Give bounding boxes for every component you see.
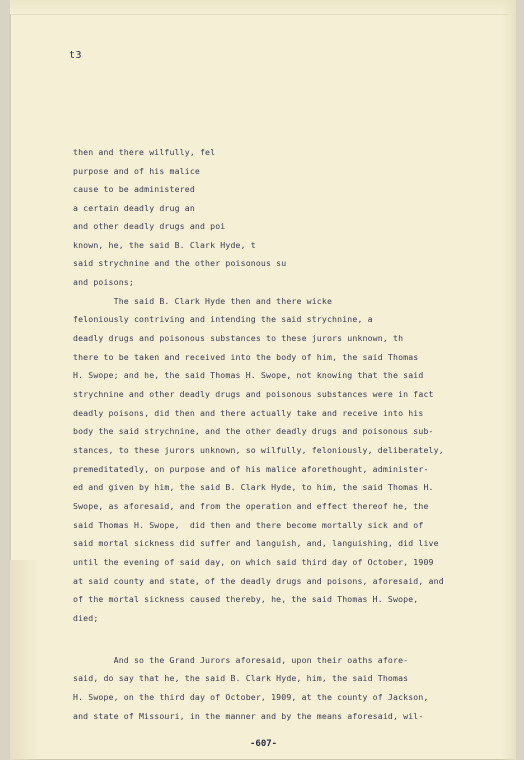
page-right-edge: [502, 0, 516, 760]
text-line: body the said strychnine, and the other deadly drugs and poisonous sub-: [73, 426, 434, 436]
text-line: said, do say that he, the said B. Clark Hyde, him, the said Thomas: [73, 673, 409, 683]
text-line: said strychnine and the other poisonous su: [73, 258, 287, 268]
text-line: feloniously contriving and intending the said strychnine, a: [73, 314, 373, 324]
text-line: premeditatedly, on purpose and of his malice aforethought, administer-: [73, 464, 429, 474]
text-line: cause to be administered: [73, 184, 195, 194]
text-line: ed and given by him, the said B. Clark Hyde, to him, the said Thomas H.: [73, 482, 434, 492]
text-line: purpose and of his malice: [73, 166, 200, 176]
footer-page-number: -607-: [250, 739, 278, 749]
text-line: said Thomas H. Swope, did then and there become mortally sick and of: [73, 520, 424, 530]
page-binding-shadow: [10, 560, 40, 760]
text-line: of the mortal sickness caused thereby, he, the said Thomas H. Swope,: [73, 594, 419, 604]
text-line: a certain deadly drug an: [73, 203, 195, 213]
page-top-edge: [10, 0, 516, 15]
document-page: [10, 0, 516, 760]
text-line: Swope, as aforesaid, and from the operation and effect thereof he, the: [73, 501, 429, 511]
text-line: known, he, the said B. Clark Hyde, t: [73, 240, 256, 250]
text-line: and other deadly drugs and poi: [73, 221, 226, 231]
text-line: said mortal sickness did suffer and languish, and, languishing, did live: [73, 538, 439, 548]
text-line: at said county and state, of the deadly drugs and poisons, aforesaid, and: [73, 576, 444, 586]
text-line: and state of Missouri, in the manner and by the means aforesaid, wil-: [73, 711, 424, 721]
text-line: H. Swope; and he, the said Thomas H. Swope, not knowing that the said: [73, 370, 424, 380]
text-line: and poisons;: [73, 277, 134, 287]
text-line: strychnine and other deadly drugs and poisonous substances were in fact: [73, 389, 434, 399]
text-line: And so the Grand Jurors aforesaid, upon their oaths afore-: [73, 655, 409, 665]
text-line: then and there wilfully, fel: [73, 147, 216, 157]
text-line: H. Swope, on the third day of October, 1909, at the county of Jackson,: [73, 692, 429, 702]
text-line: there to be taken and received into the body of him, the said Thomas: [73, 352, 419, 362]
text-line: died;: [73, 613, 99, 623]
text-line: The said B. Clark Hyde then and there wicke: [73, 296, 333, 306]
text-line: deadly drugs and poisonous substances to these jurors unknown, th: [73, 333, 404, 343]
page-number: t3: [69, 50, 83, 61]
text-line: stances, to these jurors unknown, so wilfully, feloniously, deliberately,: [73, 445, 444, 455]
text-line: deadly poisons, did then and there actually take and receive into his: [73, 408, 424, 418]
text-line: until the evening of said day, on which said third day of October, 1909: [73, 557, 434, 567]
